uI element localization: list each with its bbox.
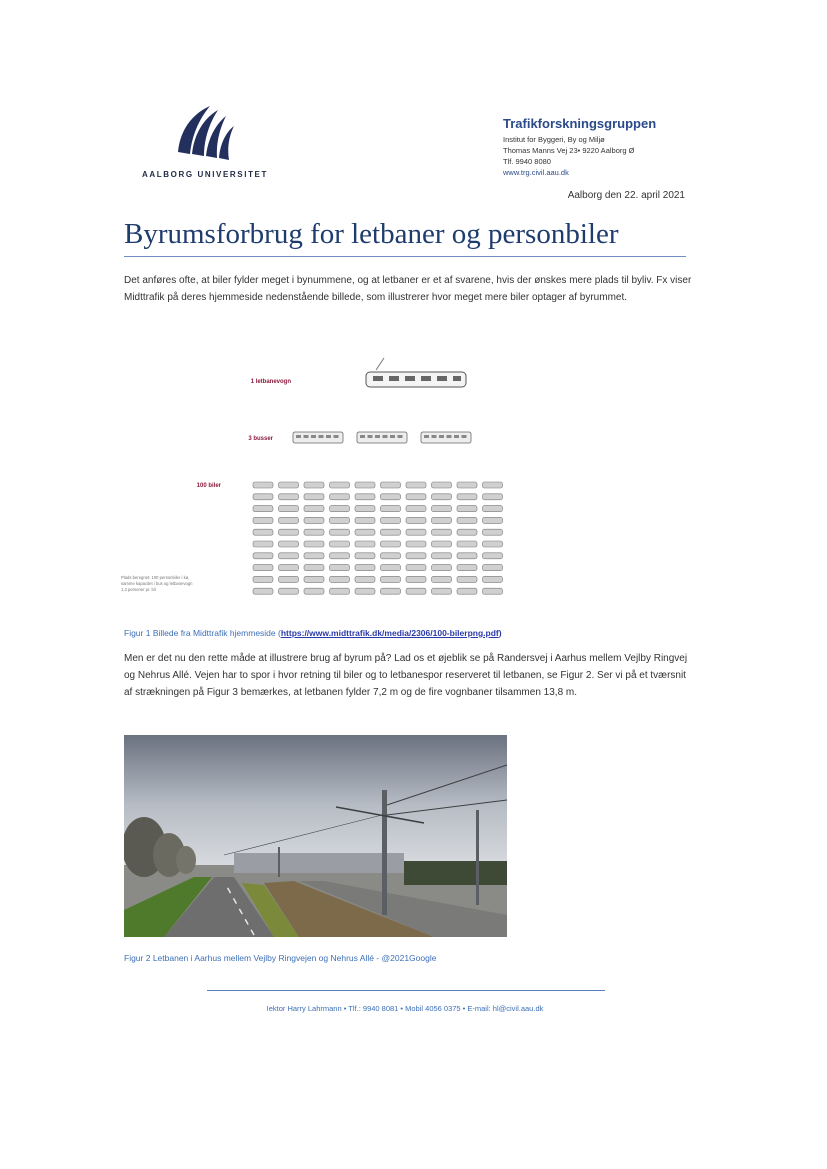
figure-2-caption: Figur 2 Letbanen i Aarhus mellem Vejlby Ringvejen og Nehrus Allé - @2021Google [124,953,437,963]
car [253,506,273,512]
car [330,553,350,559]
car [483,482,503,488]
car [253,553,273,559]
car [330,494,350,500]
car [432,576,452,582]
car [381,553,401,559]
fig1-footnote-1: Plads beregnet: 100 personbiler i kø, [121,575,190,580]
car [457,565,477,571]
car [355,576,375,582]
car [457,517,477,523]
car [253,529,273,535]
car [457,494,477,500]
car [279,517,299,523]
car [406,529,426,535]
title-underline [124,256,686,257]
car [304,517,324,523]
car [406,541,426,547]
car [330,517,350,523]
car [457,576,477,582]
car [483,494,503,500]
car [406,588,426,594]
footer-contact: Iektor Harry Lahrmann • Tlf.: 9940 8081 • Mobil 4056 0375 • E-mail: hl@civil.aau.dk [266,1004,544,1013]
label-tram: 1 letbanevogn [250,379,291,385]
car [483,541,503,547]
car [457,588,477,594]
car [381,529,401,535]
car [457,482,477,488]
figure-1-caption [124,628,502,638]
car [381,517,401,523]
car [457,529,477,535]
car [279,529,299,535]
university-name: AALBORG UNIVERSITET [142,170,268,179]
car [406,565,426,571]
car [483,565,503,571]
org-name: Trafikforskningsgruppen [503,116,657,131]
car [355,517,375,523]
tram-vehicle [366,358,466,387]
car [432,482,452,488]
car [279,553,299,559]
car [330,565,350,571]
car [381,576,401,582]
car [381,541,401,547]
car [355,482,375,488]
car [483,517,503,523]
car [406,506,426,512]
figure-2-street-photo [124,735,507,937]
car [253,517,273,523]
car [432,517,452,523]
car [381,494,401,500]
letter-date: Aalborg den 22. april 2021 [567,190,685,201]
bus [293,432,343,443]
midttrafik-pdf-link[interactable]: https://www.midttrafik.dk/media/2306/100-bilerpng.pdf [280,628,499,638]
label-buses: 3 busser [248,436,273,442]
fig1-footnote-2: samme kapacitet i bus og letbanevogn [121,581,193,586]
car [330,506,350,512]
car [432,553,452,559]
car [355,553,375,559]
car [483,576,503,582]
car [483,506,503,512]
car [483,553,503,559]
car [304,494,324,500]
car [381,565,401,571]
car [432,529,452,535]
car [406,494,426,500]
car [406,553,426,559]
car-grid [253,482,503,594]
car [355,541,375,547]
car [253,494,273,500]
figure-1-space-comparison [121,340,513,608]
intro-paragraph: Det anføres ofte, at biler fylder meget i bynummene, og at letbaner er et af svarene, hvis der ønskes mere plads til byliv. Fx viser Midttrafik på deres hjemmeside nedenstående billede, som illustrerer hvor meget mere biler optager af byrummet. [124,275,692,303]
second-paragraph: Men er det nu den rette måde at illustrere brug af byrum på? Lad os et øjeblik se på Randersvej i Aarhus mellem Vejlby Ringvej og Nehrus Allé. Vejen har to spor i hvor retning til biler og to letbanespor reserveret til letbanen, se Figur 2. Ser vi på et tværsnit af strækningen på Figur 3 bemærkes, at letbanen fylder 7,2 m og de fire vognbaner tilsammen 13,8 m. [124,653,688,698]
car [432,588,452,594]
car [253,588,273,594]
car [304,553,324,559]
car [304,529,324,535]
car [355,494,375,500]
bus-group [293,432,471,443]
org-address-block [503,116,703,178]
car [304,541,324,547]
car [304,576,324,582]
figure-1-caption-prefix: Figur 1 Billede fra Midttrafik hjemmeside ( [124,628,281,638]
car [355,588,375,594]
car [406,517,426,523]
label-cars: 100 biler [196,483,221,489]
car [355,529,375,535]
car [330,576,350,582]
bus [357,432,407,443]
org-address: Thomas Manns Vej 23• 9220 Aalborg Ø [503,146,635,155]
car [279,482,299,488]
car [253,541,273,547]
page-title: Byrumsforbrug for letbaner og personbiler [124,218,619,250]
car [279,494,299,500]
car [457,541,477,547]
car [279,576,299,582]
fig1-footnote-3: 1,3 personer pr. bil [121,587,156,592]
car [355,565,375,571]
car [330,529,350,535]
car [432,541,452,547]
car [483,529,503,535]
car [457,553,477,559]
car [304,506,324,512]
org-website-link[interactable]: www.trg.civil.aau.dk [503,168,569,177]
car [253,576,273,582]
car [304,565,324,571]
car [406,482,426,488]
car [483,588,503,594]
car [381,506,401,512]
car [406,576,426,582]
car [279,506,299,512]
car [432,506,452,512]
car [381,588,401,594]
car [279,588,299,594]
car [432,494,452,500]
car [253,565,273,571]
org-phone: Tlf. 9940 8080 [503,157,551,166]
car [304,482,324,488]
figure-1-caption-suffix: ) [498,628,502,638]
car [279,565,299,571]
footer-divider [207,990,605,991]
car [330,482,350,488]
car [432,565,452,571]
car [355,506,375,512]
car [457,506,477,512]
bus [421,432,471,443]
car [330,541,350,547]
car [279,541,299,547]
car [253,482,273,488]
car [330,588,350,594]
car [381,482,401,488]
car [304,588,324,594]
org-institute: Institut for Byggeri, By og Miljø [503,135,605,144]
